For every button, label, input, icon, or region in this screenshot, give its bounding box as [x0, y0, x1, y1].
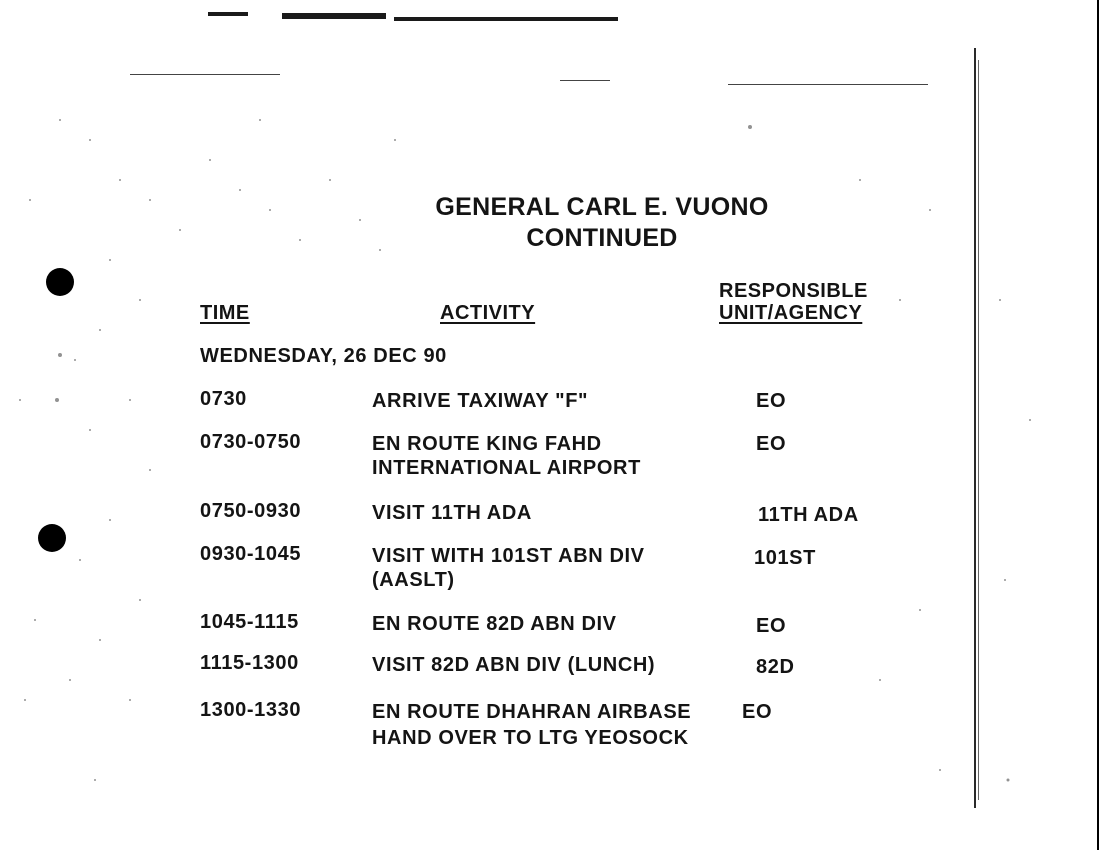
- row-activity: VISIT 82D ABN DIV (LUNCH): [372, 654, 656, 676]
- row-unit: EO: [756, 615, 787, 637]
- row-activity: EN ROUTE KING FAHD: [372, 433, 602, 455]
- row-activity-cont: INTERNATIONAL AIRPORT: [372, 457, 641, 479]
- row-unit: 11TH ADA: [758, 504, 859, 526]
- row-activity: ARRIVE TAXIWAY "F": [372, 390, 589, 412]
- header-activity: ACTIVITY: [440, 302, 536, 324]
- document-subtitle: CONTINUED: [526, 224, 678, 252]
- document-title: GENERAL CARL E. VUONO: [435, 193, 769, 221]
- header-time: TIME: [200, 302, 250, 324]
- row-unit: EO: [742, 701, 773, 723]
- row-activity: EN ROUTE DHAHRAN AIRBASE: [372, 701, 692, 723]
- row-time: 0730: [200, 388, 247, 410]
- row-activity: VISIT WITH 101ST ABN DIV: [372, 545, 645, 567]
- row-time: 1300-1330: [200, 699, 302, 721]
- row-unit: 101ST: [754, 547, 816, 569]
- row-activity: EN ROUTE 82D ABN DIV: [372, 613, 617, 635]
- row-time: 0930-1045: [200, 543, 302, 565]
- row-activity: VISIT 11TH ADA: [372, 502, 532, 524]
- row-activity-cont: HAND OVER TO LTG YEOSOCK: [372, 727, 689, 749]
- row-time: 1045-1115: [200, 611, 299, 633]
- row-time: 0750-0930: [200, 500, 302, 522]
- row-activity-cont: (AASLT): [372, 569, 455, 591]
- header-responsible: RESPONSIBLE: [719, 280, 868, 302]
- row-time: 0730-0750: [200, 431, 302, 453]
- row-unit: 82D: [756, 656, 795, 678]
- row-unit: EO: [756, 390, 787, 412]
- day-heading: WEDNESDAY, 26 DEC 90: [200, 345, 447, 367]
- row-time: 1115-1300: [200, 652, 299, 674]
- header-unit-agency: UNIT/AGENCY: [719, 302, 863, 324]
- row-unit: EO: [756, 433, 787, 455]
